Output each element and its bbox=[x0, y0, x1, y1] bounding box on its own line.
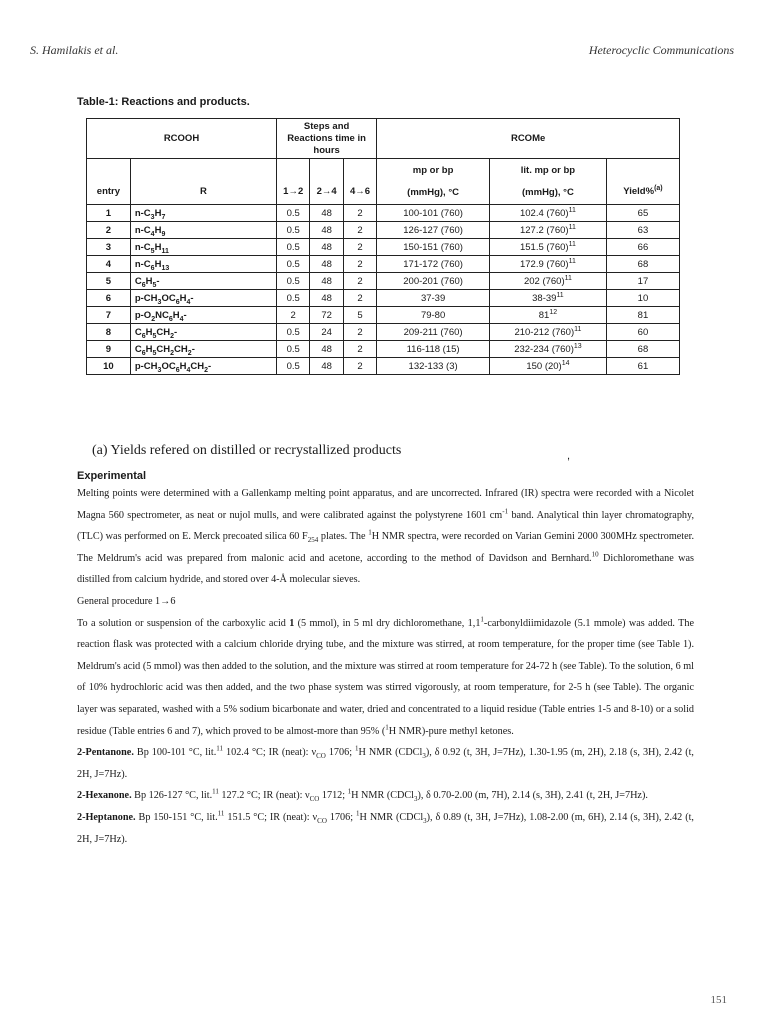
col-header-mp: mp or bp (mmHg), °C bbox=[377, 159, 490, 205]
cell-step-2-4: 48 bbox=[310, 290, 343, 307]
body-text bbox=[77, 470, 694, 850]
cell-lit: 202 $(760)^{11}$ bbox=[489, 273, 606, 290]
cell-lit: $38-39^{11}$ bbox=[489, 290, 606, 307]
cell-step-2-4: 48 bbox=[310, 358, 343, 375]
compound-entry: 2-Pentanone. Bp 100-101 °C, lit.$^{11}$ 102.4 °C; IR (neat): $\nu_{CO}$ 1706; $^1$H NMR (CDCl$_3$), δ 0.92 (t, 3H, J=7Hz), 1.30-1.95 (m, 2H), 2.18 (s, 3H), 2.42 (t, 2H, J=7Hz). bbox=[77, 744, 694, 780]
cell-step-4-6: 2 bbox=[343, 256, 376, 273]
cell-step-1-2: 0.5 bbox=[277, 222, 310, 239]
cell-step-4-6: 2 bbox=[343, 358, 376, 375]
table-row bbox=[87, 341, 680, 358]
paragraph-procedure: To a solution or suspension of the carboxylic acid 1 (5 mmol), in 5 ml dry dichloromethane, $1,1^1$-carbonyldiimidazole (5.1 mmole) was added. The reaction flask was protected with a calcium chloride drying tube, and the mixture was stirred, at room temperature, for the proper time (see Table 1). Meldrum's acid (5 mmol) was then added to the solution, and the mixture was stirred at room temperature for 24-72 h (see Table). To the solution, 6 ml of 10% hydrochloric acid was then added, and the two phase system was stirred vigorously, at room temperature, for 2-5 h (see Table). The organic layer was separated, washed with a 5% sodium bicarbonate and water, dried and concentrated to a liquid residue (Table entries 1-5 and 8-10) or a solid residue (Table entries 6 and 7), which proved to be almost-more than 95% ($^1$H NMR)-pure methyl ketones. bbox=[77, 615, 694, 737]
cell-step-2-4: 48 bbox=[310, 341, 343, 358]
col-header-step-2-4: 2→4 bbox=[310, 159, 343, 205]
cell-mp: 200-201 (760) bbox=[377, 273, 490, 290]
cell-step-2-4: 48 bbox=[310, 205, 343, 222]
cell-step-1-2: 0.5 bbox=[277, 239, 310, 256]
table-row bbox=[87, 273, 680, 290]
cell-step-4-6: 2 bbox=[343, 324, 376, 341]
cell-lit: 150 $(20)^{14}$ bbox=[489, 358, 606, 375]
cell-entry: 4 bbox=[87, 256, 131, 273]
table-body bbox=[87, 205, 680, 375]
cell-step-2-4: 48 bbox=[310, 239, 343, 256]
reactions-table bbox=[86, 118, 680, 375]
cell-r: $C_6H_5CH_2-$ bbox=[130, 324, 276, 341]
cell-step-1-2: 0.5 bbox=[277, 324, 310, 341]
cell-mp: 37-39 bbox=[377, 290, 490, 307]
cell-step-1-2: 0.5 bbox=[277, 358, 310, 375]
cell-yield: 17 bbox=[606, 273, 679, 290]
group-header-rcome: RCOMe bbox=[377, 119, 680, 159]
cell-lit: 102.4 $(760)^{11}$ bbox=[489, 205, 606, 222]
cell-step-4-6: 2 bbox=[343, 222, 376, 239]
cell-step-1-2: 0.5 bbox=[277, 290, 310, 307]
cell-r: $n-C_5H_{11}$ bbox=[130, 239, 276, 256]
cell-entry: 1 bbox=[87, 205, 131, 222]
cell-r: $C_6H_5-$ bbox=[130, 273, 276, 290]
section-heading-experimental: Experimental bbox=[77, 470, 147, 482]
cell-r: $p-O_2NC_6H_4-$ bbox=[130, 307, 276, 324]
paragraph-instruments: Melting points were determined with a Gallenkamp melting point apparatus, and are uncorrected. Infrared (IR) spectra were recorded with a Nicolet Magna 560 spectrometer, as neat or nujol mulls, and were calibrated against the polystyrene 1601 $cm^{-1}$ band. Analytical thin layer chromatography, (TLC) was performed on E. Merck precoated silica 60 $F_{254}$ plates. The $^1$H NMR spectra, were recorded on Varian Gemini 2000 300MHz spectrometer. The Meldrum's acid was prepared from malonic acid and acetone, according to the method of Davidson and Bernhard.$^{10}$ Dichloromethane was distilled from calcium hydride, and stored over 4-Å molecular sieves. bbox=[77, 488, 695, 586]
cell-yield: 63 bbox=[606, 222, 679, 239]
cell-lit: 232-234 $(760)^{13}$ bbox=[489, 341, 606, 358]
cell-step-2-4: 48 bbox=[310, 273, 343, 290]
cell-step-1-2: 0.5 bbox=[277, 256, 310, 273]
cell-lit: $81^{12}$ bbox=[489, 307, 606, 324]
col-header-r: R bbox=[130, 159, 276, 205]
cell-lit: 172.9 $(760)^{11}$ bbox=[489, 256, 606, 273]
table-row bbox=[87, 205, 680, 222]
cell-r: $p-CH_3OC_6H_4CH_2-$ bbox=[130, 358, 276, 375]
cell-step-1-2: 0.5 bbox=[277, 273, 310, 290]
cell-entry: 2 bbox=[87, 222, 131, 239]
compound-entry: 2-Heptanone. Bp 150-151 °C, lit.$^{11}$ 151.5 °C; IR (neat): $\nu_{CO}$ 1706; $^1$H NMR (CDCl$_3$), δ 0.89 (t, 3H, J=7Hz), 1.08-2.00 (m, 6H), 2.14 (s, 3H), 2.42 (t, 2H, J=7Hz). bbox=[77, 809, 694, 845]
cell-r: $n-C_6H_{13}$ bbox=[130, 256, 276, 273]
running-header-authors: S. Hamilakis et al. bbox=[30, 43, 119, 57]
cell-step-4-6: 5 bbox=[343, 307, 376, 324]
cell-step-1-2: 0.5 bbox=[277, 341, 310, 358]
table-row bbox=[87, 307, 680, 324]
cell-yield: 81 bbox=[606, 307, 679, 324]
cell-yield: 65 bbox=[606, 205, 679, 222]
table-row bbox=[87, 324, 680, 341]
cell-mp: 79-80 bbox=[377, 307, 490, 324]
cell-entry: 7 bbox=[87, 307, 131, 324]
cell-step-4-6: 2 bbox=[343, 205, 376, 222]
cell-r: $C_6H_5CH_2CH_2-$ bbox=[130, 341, 276, 358]
cell-r: $p-CH_3OC_6H_4-$ bbox=[130, 290, 276, 307]
cell-yield: 68 bbox=[606, 341, 679, 358]
cell-step-2-4: 24 bbox=[310, 324, 343, 341]
table-title: Table-1: Reactions and products. bbox=[77, 96, 250, 108]
col-header-yield: Yield%$^{(a)}$ bbox=[606, 159, 679, 205]
cell-step-2-4: 48 bbox=[310, 222, 343, 239]
page-number: 151 bbox=[710, 994, 727, 1006]
col-header-step-4-6: 4→6 bbox=[343, 159, 376, 205]
cell-yield: 61 bbox=[606, 358, 679, 375]
cell-mp: 132-133 (3) bbox=[377, 358, 490, 375]
table-footnote: (a) Yields refered on distilled or recrystallized products bbox=[92, 443, 402, 458]
table-row bbox=[87, 239, 680, 256]
cell-yield: 68 bbox=[606, 256, 679, 273]
cell-entry: 8 bbox=[87, 324, 131, 341]
cell-step-4-6: 2 bbox=[343, 290, 376, 307]
cell-step-4-6: 2 bbox=[343, 273, 376, 290]
stray-mark: , bbox=[567, 450, 571, 462]
cell-entry: 9 bbox=[87, 341, 131, 358]
compound-entry: 2-Hexanone. Bp 126-127 °C, lit.$^{11}$ 127.2 °C; IR (neat): $\nu_{CO}$ 1712; $^1$H NMR (CDCl$_3$), δ 0.70-2.00 (m, 7H), 2.14 (s, 3H), 2.41 (t, 2H, J=7Hz). bbox=[77, 787, 648, 804]
cell-yield: 10 bbox=[606, 290, 679, 307]
cell-mp: 150-151 (760) bbox=[377, 239, 490, 256]
cell-entry: 10 bbox=[87, 358, 131, 375]
subheading-general-procedure: General procedure 1→6 bbox=[77, 595, 176, 607]
cell-r: $n-C_3H_7$ bbox=[130, 205, 276, 222]
running-header-journal: Heterocyclic Communications bbox=[588, 43, 734, 57]
cell-step-2-4: 48 bbox=[310, 256, 343, 273]
cell-mp: 209-211 (760) bbox=[377, 324, 490, 341]
table-row bbox=[87, 290, 680, 307]
cell-entry: 3 bbox=[87, 239, 131, 256]
cell-mp: 116-118 (15) bbox=[377, 341, 490, 358]
cell-yield: 60 bbox=[606, 324, 679, 341]
cell-step-4-6: 2 bbox=[343, 239, 376, 256]
group-header-steps: Steps and Reactions time in hours bbox=[277, 119, 377, 159]
cell-step-4-6: 2 bbox=[343, 341, 376, 358]
table-row bbox=[87, 222, 680, 239]
cell-mp: 126-127 (760) bbox=[377, 222, 490, 239]
cell-lit: 210-212 $(760)^{11}$ bbox=[489, 324, 606, 341]
table-row bbox=[87, 358, 680, 375]
cell-step-2-4: 72 bbox=[310, 307, 343, 324]
col-header-step-1-2: 1→2 bbox=[277, 159, 310, 205]
cell-lit: 151.5 $(760)^{11}$ bbox=[489, 239, 606, 256]
cell-entry: 5 bbox=[87, 273, 131, 290]
col-header-lit: lit. mp or bp (mmHg), °C bbox=[489, 159, 606, 205]
cell-mp: 100-101 (760) bbox=[377, 205, 490, 222]
cell-entry: 6 bbox=[87, 290, 131, 307]
table-row bbox=[87, 256, 680, 273]
cell-step-1-2: 2 bbox=[277, 307, 310, 324]
cell-step-1-2: 0.5 bbox=[277, 205, 310, 222]
group-header-rcooh: RCOOH bbox=[87, 119, 277, 159]
compound-list bbox=[77, 742, 694, 850]
cell-mp: 171-172 (760) bbox=[377, 256, 490, 273]
col-header-entry: entry bbox=[87, 159, 131, 205]
cell-r: $n-C_4H_9$ bbox=[130, 222, 276, 239]
cell-yield: 66 bbox=[606, 239, 679, 256]
cell-lit: 127.2 $(760)^{11}$ bbox=[489, 222, 606, 239]
